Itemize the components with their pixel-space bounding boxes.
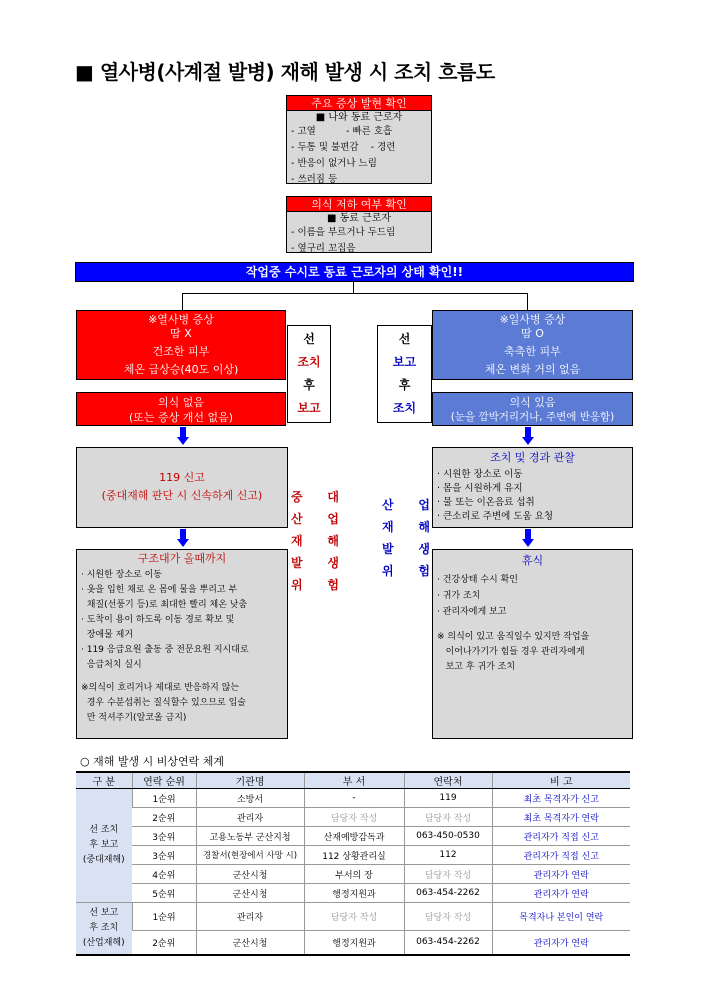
symptom-check-box (286, 95, 432, 184)
table-cell: 군산시청 (196, 931, 304, 955)
table-row (76, 903, 630, 931)
observe-item: · 시원한 장소로 이동 (437, 469, 523, 480)
table-row (76, 789, 630, 808)
down-arrow-icon (522, 529, 534, 547)
risk-char: 위 (382, 564, 394, 578)
group-cell (76, 789, 132, 903)
table-cell: 담당자 작성 (304, 808, 404, 827)
table-cell: 최초 목격자가 연락 (492, 808, 630, 827)
risk-char: 업 (418, 498, 430, 512)
status-check-banner: 작업중 수시로 동료 근로자의 상태 확인!! (75, 262, 634, 282)
rescue-item: · 도착이 용이 하도록 이동 경로 확보 및 (81, 615, 235, 625)
conscious-box (432, 392, 633, 426)
rest-header: 휴식 (521, 554, 544, 567)
risk-char: 재 (291, 534, 303, 548)
table-cell: 산재예방감독과 (304, 827, 404, 846)
group-label: (중대재해) (82, 855, 125, 865)
consciousness-check-header: 의식 저하 여부 확인 (287, 197, 431, 212)
table-cell: 행정지원과 (304, 884, 404, 903)
table-cell: 관리자가 직접 신고 (492, 846, 630, 865)
group-label: 선 조치 (89, 825, 119, 835)
page-title: ■ 열사병(사계절 발병) 재해 발생 시 조치 흐름도 (75, 60, 495, 84)
rest-note: 이어나가기가 힘들 경우 관리자에게 (437, 647, 585, 657)
table-cell: 군산시청 (196, 884, 304, 903)
table-cell: 119 (404, 789, 492, 808)
table-cell: 3순위 (132, 846, 196, 865)
risk-char: 재 (382, 520, 394, 534)
rescue-note: 경우 수분섭취는 질식할수 있으므로 입술 (81, 698, 246, 708)
table-cell: 063-454-2262 (404, 884, 492, 903)
table-cell: 담당자 작성 (404, 903, 492, 931)
symptom-check-subtitle: ■ 나와 동료 근로자 (315, 112, 403, 123)
heat-exhaustion-line: 땀 O (521, 327, 544, 340)
table-row (76, 827, 630, 846)
connector-line (527, 293, 528, 310)
consciousness-check-box (286, 196, 432, 253)
order-text: 선 (398, 332, 411, 346)
down-arrow-icon (522, 427, 534, 445)
rescue-note: ※의식이 흐리거나 제대로 반응하지 않는 (81, 683, 240, 693)
risk-char: 발 (291, 556, 303, 570)
rest-item: · 건강상태 수시 확인 (437, 575, 518, 585)
table-row (76, 931, 630, 955)
symptom-item: - 고열 - 빠른 호흡 (291, 126, 393, 137)
risk-char: 해 (327, 534, 339, 548)
table-header: 기관명 (196, 772, 304, 789)
order-text: 보고 (297, 401, 321, 415)
rescue-item: · 시원한 장소로 이동 (81, 570, 162, 580)
heat-exhaustion-line: ※일사병 증상 (499, 313, 566, 326)
risk-char: 중 (291, 490, 303, 504)
order-text: 후 (398, 378, 411, 392)
group-label: (산업재해) (82, 937, 125, 948)
table-cell: 담당자 작성 (404, 865, 492, 884)
table-row (76, 884, 630, 903)
call-119-desc: (중대재해 판단 시 신속하게 신고) (101, 489, 263, 502)
heat-exhaustion-line: 체온 변화 거의 없음 (484, 363, 581, 376)
symptom-item: - 쓰러짐 등 (291, 174, 338, 185)
table-cell: 1순위 (132, 903, 196, 931)
contact-table (76, 771, 630, 956)
rescue-item: · 옷을 입힌 채로 온 몸에 물을 뿌리고 부 (81, 585, 238, 595)
contact-caption: ○ 재해 발생 시 비상연락 체계 (80, 755, 224, 768)
table-cell: 5순위 (132, 884, 196, 903)
table-cell: 담당자 작성 (404, 808, 492, 827)
serious-disaster-risk-label (291, 486, 339, 596)
risk-char: 대 (327, 490, 339, 504)
risk-char: 생 (327, 556, 339, 570)
table-cell: 063-454-2262 (404, 931, 492, 955)
down-arrow-icon (177, 427, 189, 445)
risk-char: 산 (291, 512, 303, 526)
table-header: 연락처 (404, 772, 492, 789)
table-cell: 2순위 (132, 808, 196, 827)
table-cell: 관리자가 연락 (492, 931, 630, 955)
table-cell: 군산시청 (196, 865, 304, 884)
observe-item: · 큰소리로 주변에 도움 요청 (437, 511, 554, 522)
rescue-item: 장애물 제거 (81, 630, 134, 640)
risk-char: 해 (418, 520, 430, 534)
table-cell: 관리자 (196, 808, 304, 827)
rescue-item: 채질(선풍기 등)로 최대한 빨리 체온 낮춤 (81, 600, 248, 610)
consciousness-item: - 옆구리 꼬집음 (291, 243, 356, 254)
observe-item: · 물 또는 이온음료 섭취 (437, 497, 535, 508)
table-cell: - (304, 789, 404, 808)
rest-box (432, 549, 633, 739)
order-text: 후 (303, 378, 315, 392)
consciousness-item: - 이름을 부르거나 두드림 (291, 227, 396, 238)
call-119-box (76, 447, 288, 528)
report-then-act-label (377, 325, 432, 423)
table-cell: 관리자가 직접 신고 (492, 827, 630, 846)
table-cell: 부서의 장 (304, 865, 404, 884)
symptom-check-header: 주요 증상 발현 확인 (287, 96, 431, 111)
table-row (76, 808, 630, 827)
table-cell: 행정지원과 (304, 931, 404, 955)
symptom-item: - 반응이 없거나 느림 (291, 158, 377, 169)
table-cell: 경찰서(현장에서 사망 시) (196, 846, 304, 865)
table-header-row (76, 772, 630, 789)
table-header: 구 분 (76, 772, 132, 789)
table-cell: 112 상황관리실 (304, 846, 404, 865)
unconscious-line: 의식 없음 (157, 396, 204, 409)
group-label: 선 보고 (89, 907, 119, 918)
table-row (76, 865, 630, 884)
rest-item: · 관리자에게 보고 (437, 607, 507, 617)
rescue-note: 만 적셔주기(알코올 금지) (81, 713, 187, 723)
table-cell: 3순위 (132, 827, 196, 846)
rest-item: · 귀가 조치 (437, 591, 481, 601)
rescue-item: · 119 응급요원 출동 중 전문요원 지시대로 (81, 645, 249, 655)
table-cell: 4순위 (132, 865, 196, 884)
table-cell: 최초 목격자가 신고 (492, 789, 630, 808)
table-cell: 관리자 (196, 903, 304, 931)
table-cell: 소방서 (196, 789, 304, 808)
table-cell: 관리자가 연락 (492, 865, 630, 884)
heat-exhaustion-symptom-box (432, 310, 633, 380)
table-cell: 112 (404, 846, 492, 865)
table-cell: 담당자 작성 (304, 903, 404, 931)
heatstroke-line: ※열사병 증상 (148, 313, 214, 326)
observe-box (432, 447, 633, 528)
table-header: 부 서 (304, 772, 404, 789)
rest-note: ※ 의식이 있고 움직일수 있지만 작업을 (437, 632, 590, 642)
order-text: 조치 (392, 401, 417, 415)
heatstroke-line: 체온 급상승(40도 이상) (123, 363, 239, 376)
table-cell: 063-450-0530 (404, 827, 492, 846)
risk-char: 업 (327, 512, 339, 526)
heat-exhaustion-line: 축축한 피부 (504, 345, 561, 358)
call-119-title: 119 신고 (159, 471, 205, 484)
connector-line (182, 293, 183, 310)
risk-char: 위 (291, 578, 303, 592)
order-text: 조치 (297, 355, 321, 369)
table-header: 비 고 (492, 772, 630, 789)
group-cell (76, 903, 132, 955)
conscious-line: 의식 있음 (509, 396, 556, 409)
industrial-disaster-risk-label (382, 494, 430, 582)
connector-line (182, 293, 528, 294)
act-then-report-label (287, 325, 331, 423)
risk-char: 생 (418, 542, 430, 556)
table-cell: 목격자나 본인이 연락 (492, 903, 630, 931)
table-header: 연락 순위 (132, 772, 196, 789)
table-cell: 관리자가 연락 (492, 884, 630, 903)
symptom-item: - 두통 및 불편감 - 경련 (291, 142, 396, 153)
table-cell: 2순위 (132, 931, 196, 955)
rescue-box (76, 549, 288, 739)
risk-char: 산 (382, 498, 394, 512)
risk-char: 험 (418, 564, 430, 578)
observe-header: 조치 및 경과 관찰 (490, 451, 575, 464)
order-text: 보고 (392, 355, 417, 369)
risk-char: 발 (382, 542, 394, 556)
conscious-line: (눈을 깜박거리거나, 주변에 반응함) (450, 411, 615, 423)
heatstroke-line: 건조한 피부 (152, 345, 210, 358)
group-label: 후 조치 (89, 922, 119, 933)
heatstroke-symptom-box (76, 310, 286, 380)
down-arrow-icon (177, 529, 189, 547)
observe-item: · 몸을 시원하게 유지 (437, 483, 523, 494)
table-row (76, 846, 630, 865)
heatstroke-line: 땀 X (170, 327, 192, 340)
unconscious-line: (또는 증상 개선 없음) (128, 411, 234, 424)
rescue-header: 구조대가 올때까지 (137, 552, 227, 565)
table-cell: 고용노동부 군산지청 (196, 827, 304, 846)
risk-char: 험 (327, 578, 339, 592)
group-label: 후 보고 (89, 840, 119, 850)
order-text: 선 (303, 332, 315, 346)
consciousness-check-subtitle: ■ 동료 근로자 (326, 213, 392, 224)
rescue-item: 응급처치 실시 (81, 660, 142, 670)
unconscious-box (76, 392, 286, 426)
rest-note: 보고 후 귀가 조치 (437, 662, 516, 672)
table-cell: 1순위 (132, 789, 196, 808)
